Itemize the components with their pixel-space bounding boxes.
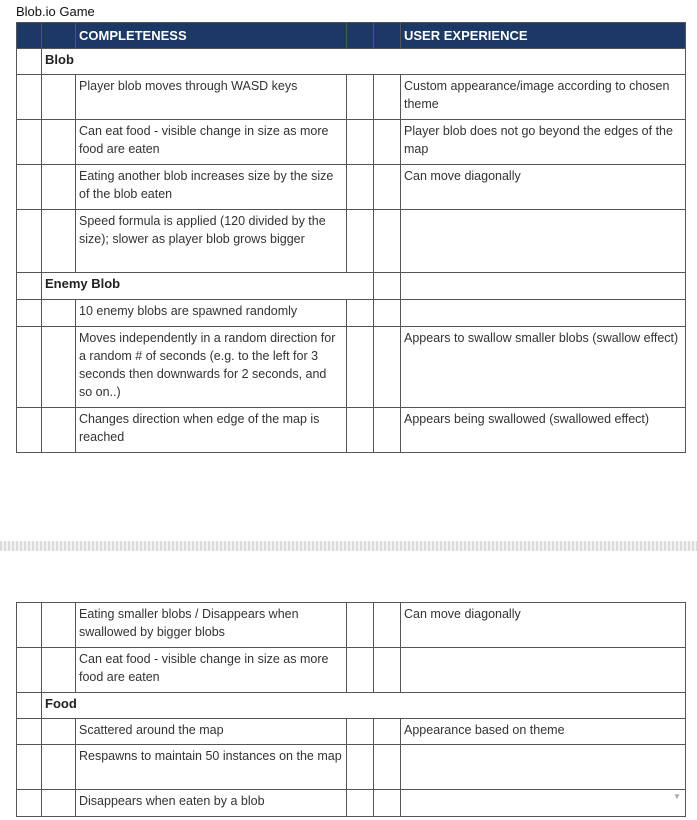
ux-cell bbox=[401, 648, 686, 693]
table-cell bbox=[42, 719, 76, 745]
completeness-cell: Can eat food - visible change in size as more food are eaten bbox=[76, 120, 347, 165]
completeness-cell: Speed formula is applied (120 divided by the size); slower as player blob grows bigger bbox=[76, 210, 347, 273]
table-cell bbox=[42, 165, 76, 210]
ux-cell bbox=[401, 790, 686, 817]
table-cell bbox=[17, 693, 42, 719]
table-cell bbox=[374, 648, 401, 693]
table-cell bbox=[17, 75, 42, 120]
ux-cell: Can move diagonally bbox=[401, 603, 686, 648]
table-cell bbox=[42, 327, 76, 408]
table-cell bbox=[17, 23, 42, 49]
table-cell bbox=[42, 790, 76, 817]
table-row bbox=[17, 120, 686, 165]
table-cell bbox=[17, 648, 42, 693]
header-row bbox=[17, 23, 686, 49]
page-break bbox=[0, 541, 697, 551]
table-cell bbox=[17, 273, 42, 300]
table-row bbox=[17, 75, 686, 120]
table-cell bbox=[42, 745, 76, 790]
table-cell bbox=[374, 327, 401, 408]
table-cell bbox=[374, 210, 401, 273]
table-cell bbox=[347, 648, 374, 693]
table-cell bbox=[17, 719, 42, 745]
table-cell bbox=[374, 120, 401, 165]
ux-cell bbox=[401, 300, 686, 327]
table-cell bbox=[374, 790, 401, 817]
section-row-food bbox=[17, 693, 686, 719]
ux-cell: Appearance based on theme bbox=[401, 719, 686, 745]
ux-cell bbox=[401, 210, 686, 273]
completeness-cell: Can eat food - visible change in size as more food are eaten bbox=[76, 648, 347, 693]
table-cell bbox=[17, 165, 42, 210]
table-cell bbox=[374, 75, 401, 120]
table-row bbox=[17, 327, 686, 408]
table-cell bbox=[42, 408, 76, 453]
table-cell bbox=[17, 745, 42, 790]
table-cell bbox=[347, 165, 374, 210]
table-cell bbox=[347, 790, 374, 817]
table-cell bbox=[401, 273, 686, 300]
ux-cell: Appears to swallow smaller blobs (swallow effect) bbox=[401, 327, 686, 408]
completeness-cell: 10 enemy blobs are spawned randomly bbox=[76, 300, 347, 327]
table-cell bbox=[374, 23, 401, 49]
table-cell bbox=[347, 408, 374, 453]
completeness-header: COMPLETENESS bbox=[76, 23, 347, 49]
table-cell bbox=[347, 120, 374, 165]
completeness-cell: Eating smaller blobs / Disappears when swallowed by bigger blobs bbox=[76, 603, 347, 648]
table-cell bbox=[374, 719, 401, 745]
table-cell bbox=[374, 165, 401, 210]
table-row bbox=[17, 790, 686, 817]
table-row bbox=[17, 300, 686, 327]
table-cell bbox=[374, 300, 401, 327]
table-row bbox=[17, 210, 686, 273]
table-cell bbox=[347, 745, 374, 790]
table-cell bbox=[17, 210, 42, 273]
table-row bbox=[17, 745, 686, 790]
table-row bbox=[17, 603, 686, 648]
completeness-cell: Changes direction when edge of the map is reached bbox=[76, 408, 347, 453]
ux-cell bbox=[401, 745, 686, 790]
table-cell bbox=[374, 603, 401, 648]
table-cell bbox=[17, 327, 42, 408]
rubric-table-page-2 bbox=[16, 602, 686, 817]
ux-cell: Appears being swallowed (swallowed effect) bbox=[401, 408, 686, 453]
section-label: Blob bbox=[42, 49, 686, 75]
table-row bbox=[17, 408, 686, 453]
table-cell bbox=[42, 300, 76, 327]
ux-cell: Player blob does not go beyond the edges of the map bbox=[401, 120, 686, 165]
table-cell bbox=[17, 790, 42, 817]
section-row-enemy-blob bbox=[17, 273, 686, 300]
completeness-cell: Respawns to maintain 50 instances on the map bbox=[76, 745, 347, 790]
table-cell bbox=[17, 49, 42, 75]
table-cell bbox=[347, 603, 374, 648]
table-row bbox=[17, 648, 686, 693]
completeness-cell: Moves independently in a random direction for a random # of seconds (e.g. to the left for 3 seconds then downwards for 2 seconds, and so on..) bbox=[76, 327, 347, 408]
section-label: Food bbox=[42, 693, 686, 719]
chevron-down-icon[interactable]: ▼ bbox=[673, 792, 681, 801]
table-cell bbox=[347, 210, 374, 273]
table-cell bbox=[42, 648, 76, 693]
table-cell bbox=[17, 120, 42, 165]
completeness-cell: Eating another blob increases size by the size of the blob eaten bbox=[76, 165, 347, 210]
section-label: Enemy Blob bbox=[42, 273, 374, 300]
table-cell bbox=[17, 408, 42, 453]
table-cell bbox=[347, 75, 374, 120]
rubric-table-page-1 bbox=[16, 22, 686, 453]
completeness-cell: Player blob moves through WASD keys bbox=[76, 75, 347, 120]
table-cell bbox=[17, 603, 42, 648]
table-cell bbox=[42, 210, 76, 273]
table-cell bbox=[42, 603, 76, 648]
section-row-blob bbox=[17, 49, 686, 75]
table-cell bbox=[347, 327, 374, 408]
table-cell bbox=[42, 120, 76, 165]
ux-cell: Custom appearance/image according to chosen theme bbox=[401, 75, 686, 120]
table-cell bbox=[374, 408, 401, 453]
table-cell bbox=[347, 300, 374, 327]
table-cell bbox=[17, 300, 42, 327]
user-experience-header: USER EXPERIENCE bbox=[401, 23, 686, 49]
completeness-cell: Disappears when eaten by a blob bbox=[76, 790, 347, 817]
table-row bbox=[17, 719, 686, 745]
table-cell bbox=[347, 23, 374, 49]
ux-cell: Can move diagonally bbox=[401, 165, 686, 210]
table-cell bbox=[374, 745, 401, 790]
table-row bbox=[17, 165, 686, 210]
table-cell bbox=[42, 75, 76, 120]
document-title: Blob.io Game bbox=[16, 4, 95, 19]
table-cell bbox=[347, 719, 374, 745]
completeness-cell: Scattered around the map bbox=[76, 719, 347, 745]
table-cell bbox=[42, 23, 76, 49]
table-cell bbox=[374, 273, 401, 300]
